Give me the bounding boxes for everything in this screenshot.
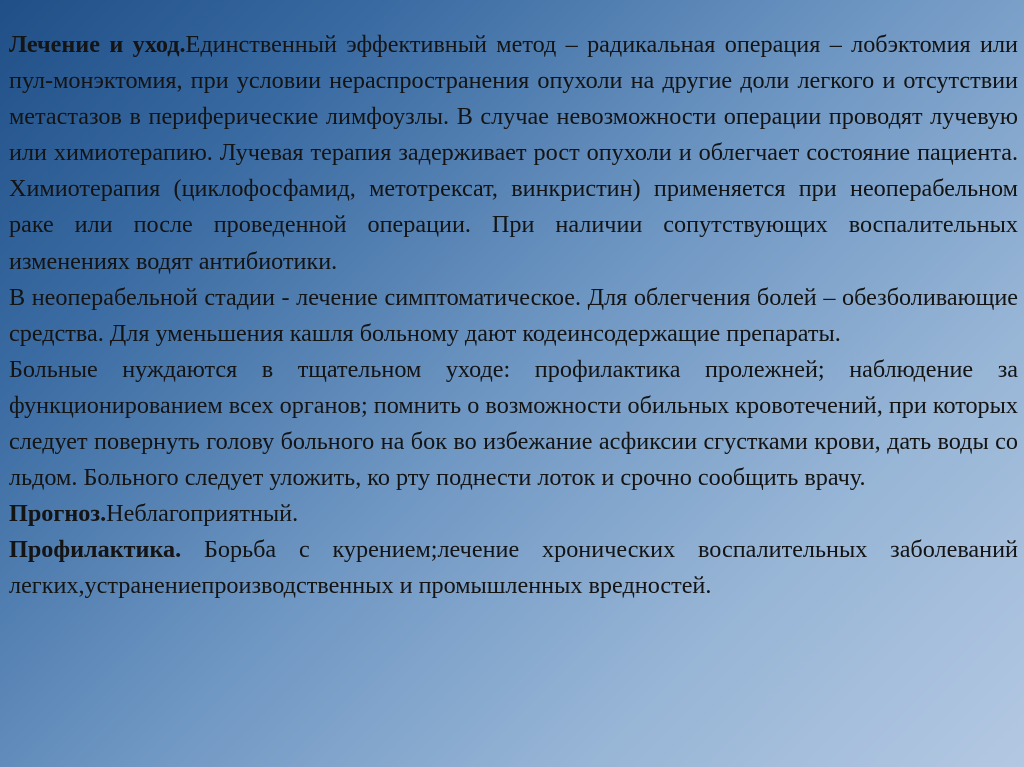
prevention-paragraph — [9, 532, 1018, 604]
inoperable-paragraph — [9, 280, 1018, 352]
care-text: Больные нуждаются в тщательном уходе: профилактика пролежней; наблюдение за функционированием всех органов; помнить о возможности обильных кровотечений, при которых следует повернуть голову больного на бок во избежание асфиксии сгустками крови, дать воды со льдом. Больного следует уложить, ко рту поднести лоток и срочно сообщить врачу. — [9, 355, 1018, 492]
treatment-heading: Лечение и уход. — [9, 31, 186, 58]
treatment-paragraph — [9, 27, 1018, 280]
inoperable-text: В неоперабельной стадии - лечение симптоматическое. Для облегчения болей – обезболивающие средства. Для уменьшения кашля больному дают кодеинсодержащие препараты. — [9, 283, 1018, 347]
prognosis-paragraph — [9, 496, 1018, 532]
prognosis-heading: Прогноз. — [9, 500, 107, 528]
prevention-heading: Профилактика. — [9, 536, 182, 564]
prognosis-text: Неблагоприятный. — [106, 500, 299, 528]
care-paragraph — [9, 352, 1018, 496]
treatment-text: Единственный эффективный метод – радикальная операция – лобэктомия или пул-монэктомия, при условии нераспространения опухоли на другие доли легкого и отсутствии метастазов в периферические лимфоузлы. В случае невозможности операции проводят лучевую или химиотерапию. Лучевая терапия задерживает рост опухоли и облегчает состояние пациента. Химиотерапия (циклофосфамид, метотрексат, винкристин) применяется при неоперабельном раке или после проведенной операции. При наличии сопутствующих воспалительных изменениях водят антибиотики. — [9, 31, 1018, 275]
prevention-text: Борьба с курением;лечение хронических воспалительных заболеваний легких,устранениепроизводственных и промышленных вредностей. — [9, 536, 1018, 600]
slide-content — [9, 27, 1018, 605]
